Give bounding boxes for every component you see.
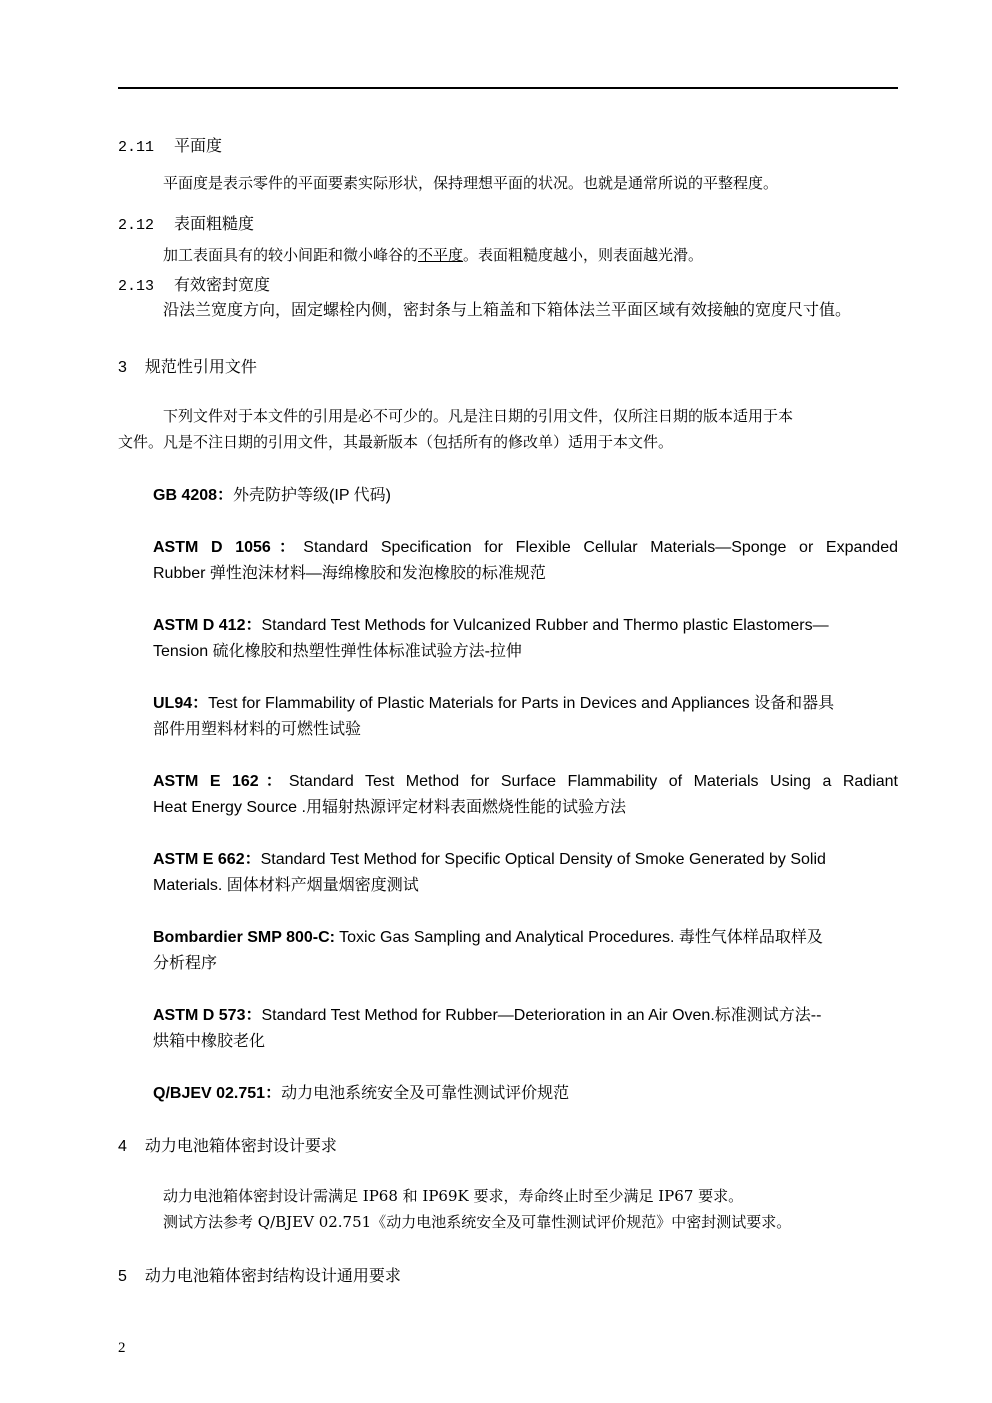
paragraph-roughness	[163, 244, 703, 265]
reference-astm-d412	[153, 613, 898, 665]
heading-5	[118, 1263, 401, 1286]
reference-title: 外壳防护等级(IP 代码)	[233, 487, 391, 504]
reference-title: Standard Test Method for Surface Flammability of Materials Using a Radiant	[288, 773, 898, 790]
underlined-term: 不平度	[418, 246, 464, 264]
section-number: 4	[118, 1138, 127, 1155]
reference-code: UL94：	[153, 695, 209, 712]
section-title: 动力电池箱体密封设计要求	[144, 1138, 337, 1155]
heading-2-12	[118, 211, 254, 234]
paragraph-test-method: 测试方法参考 Q/BJEV 02.751《动力电池系统安全及可靠性测试评价规范》中密封测试要求。	[163, 1213, 792, 1231]
paragraph-ip-requirement: 动力电池箱体密封设计需满足 IP68 和 IP69K 要求，寿命终止时至少满足 IP67 要求。	[163, 1187, 744, 1205]
reference-ul94	[153, 691, 898, 743]
reference-title-cont: 烘箱中橡胶老化	[153, 1033, 266, 1050]
intro-line-2: 文件。凡是不注日期的引用文件，其最新版本（包括所有的修改单）适用于本文件。	[118, 433, 674, 451]
paragraph-flatness: 平面度是表示零件的平面要素实际形状，保持理想平面的状况。也就是通常所说的平整程度。	[163, 174, 779, 192]
section-number: 2.12	[118, 217, 155, 234]
section-number: 3	[118, 359, 127, 376]
reference-code: Q/BJEV 02.751：	[153, 1085, 282, 1102]
reference-astm-d573	[153, 1003, 898, 1055]
reference-title-cont: Tension 硫化橡胶和热塑性弹性体标准试验方法-拉伸	[153, 643, 522, 660]
reference-code: Bombardier SMP 800-C:	[153, 929, 335, 946]
reference-title: Standard Test Methods for Vulcanized Rubber and Thermo plastic Elastomers—	[261, 617, 829, 634]
reference-code: ASTM E 662：	[153, 851, 261, 868]
reference-code: ASTM D 1056：	[153, 539, 304, 556]
heading-2-13	[118, 272, 270, 295]
reference-title-cont: 分析程序	[153, 955, 218, 972]
reference-astm-d1056	[153, 535, 898, 587]
reference-code: ASTM E 162：	[153, 773, 289, 790]
section-title: 规范性引用文件	[144, 359, 257, 376]
reference-code: ASTM D 573：	[153, 1007, 262, 1024]
reference-title-cont: 部件用塑料材料的可燃性试验	[153, 721, 362, 738]
section-number: 2.13	[118, 278, 155, 295]
reference-title: Standard Specification for Flexible Cellular Materials—Sponge or Expanded	[303, 539, 898, 556]
section-title: 动力电池箱体密封结构设计通用要求	[144, 1268, 401, 1285]
reference-title-cont: Rubber 弹性泡沫材料—海绵橡胶和发泡橡胶的标准规范	[153, 565, 546, 582]
reference-bombardier-smp800c	[153, 925, 898, 977]
reference-title: Standard Test Method for Specific Optical Density of Smoke Generated by Solid	[260, 851, 826, 868]
heading-4	[118, 1133, 337, 1156]
reference-title: 动力电池系统安全及可靠性测试评价规范	[281, 1085, 570, 1102]
reference-code: GB 4208：	[153, 487, 234, 504]
reference-astm-e662	[153, 847, 898, 899]
heading-3	[118, 354, 257, 377]
reference-title: Toxic Gas Sampling and Analytical Procedures. 毒性气体样品取样及	[334, 929, 823, 946]
heading-2-11	[118, 133, 222, 156]
section-title: 表面粗糙度	[174, 216, 255, 233]
reference-title: Test for Flammability of Plastic Materials for Parts in Devices and Appliances 设备和器具	[208, 695, 835, 712]
paragraph-seal-width: 沿法兰宽度方向，固定螺栓内侧，密封条与上箱盖和下箱体法兰平面区域有效接触的宽度尺寸值。	[163, 302, 852, 319]
text-part: 。表面粗糙度越小，则表面越光滑。	[463, 246, 704, 264]
reference-title-cont: Heat Energy Source .用辐射热源评定材料表面燃烧性能的试验方法	[153, 799, 626, 816]
section-number: 5	[118, 1268, 127, 1285]
intro-line-1: 下列文件对于本文件的引用是必不可少的。凡是注日期的引用文件，仅所注日期的版本适用于本	[163, 407, 794, 425]
reference-qbjev-02751	[153, 1081, 898, 1107]
reference-astm-e162	[153, 769, 898, 821]
reference-gb4208	[153, 483, 898, 509]
reference-title-cont: Materials. 固体材料产烟量烟密度测试	[153, 877, 419, 894]
page-number: 2	[118, 1340, 126, 1356]
section-number: 2.11	[118, 139, 155, 156]
section-title: 平面度	[174, 138, 223, 155]
reference-code: ASTM D 412：	[153, 617, 262, 634]
header-rule	[118, 87, 898, 89]
text-part: 加工表面具有的较小间距和微小峰谷的	[163, 246, 419, 264]
section-title: 有效密封宽度	[174, 277, 271, 294]
reference-title: Standard Test Method for Rubber—Deterioration in an Air Oven.标准测试方法--	[261, 1007, 822, 1024]
